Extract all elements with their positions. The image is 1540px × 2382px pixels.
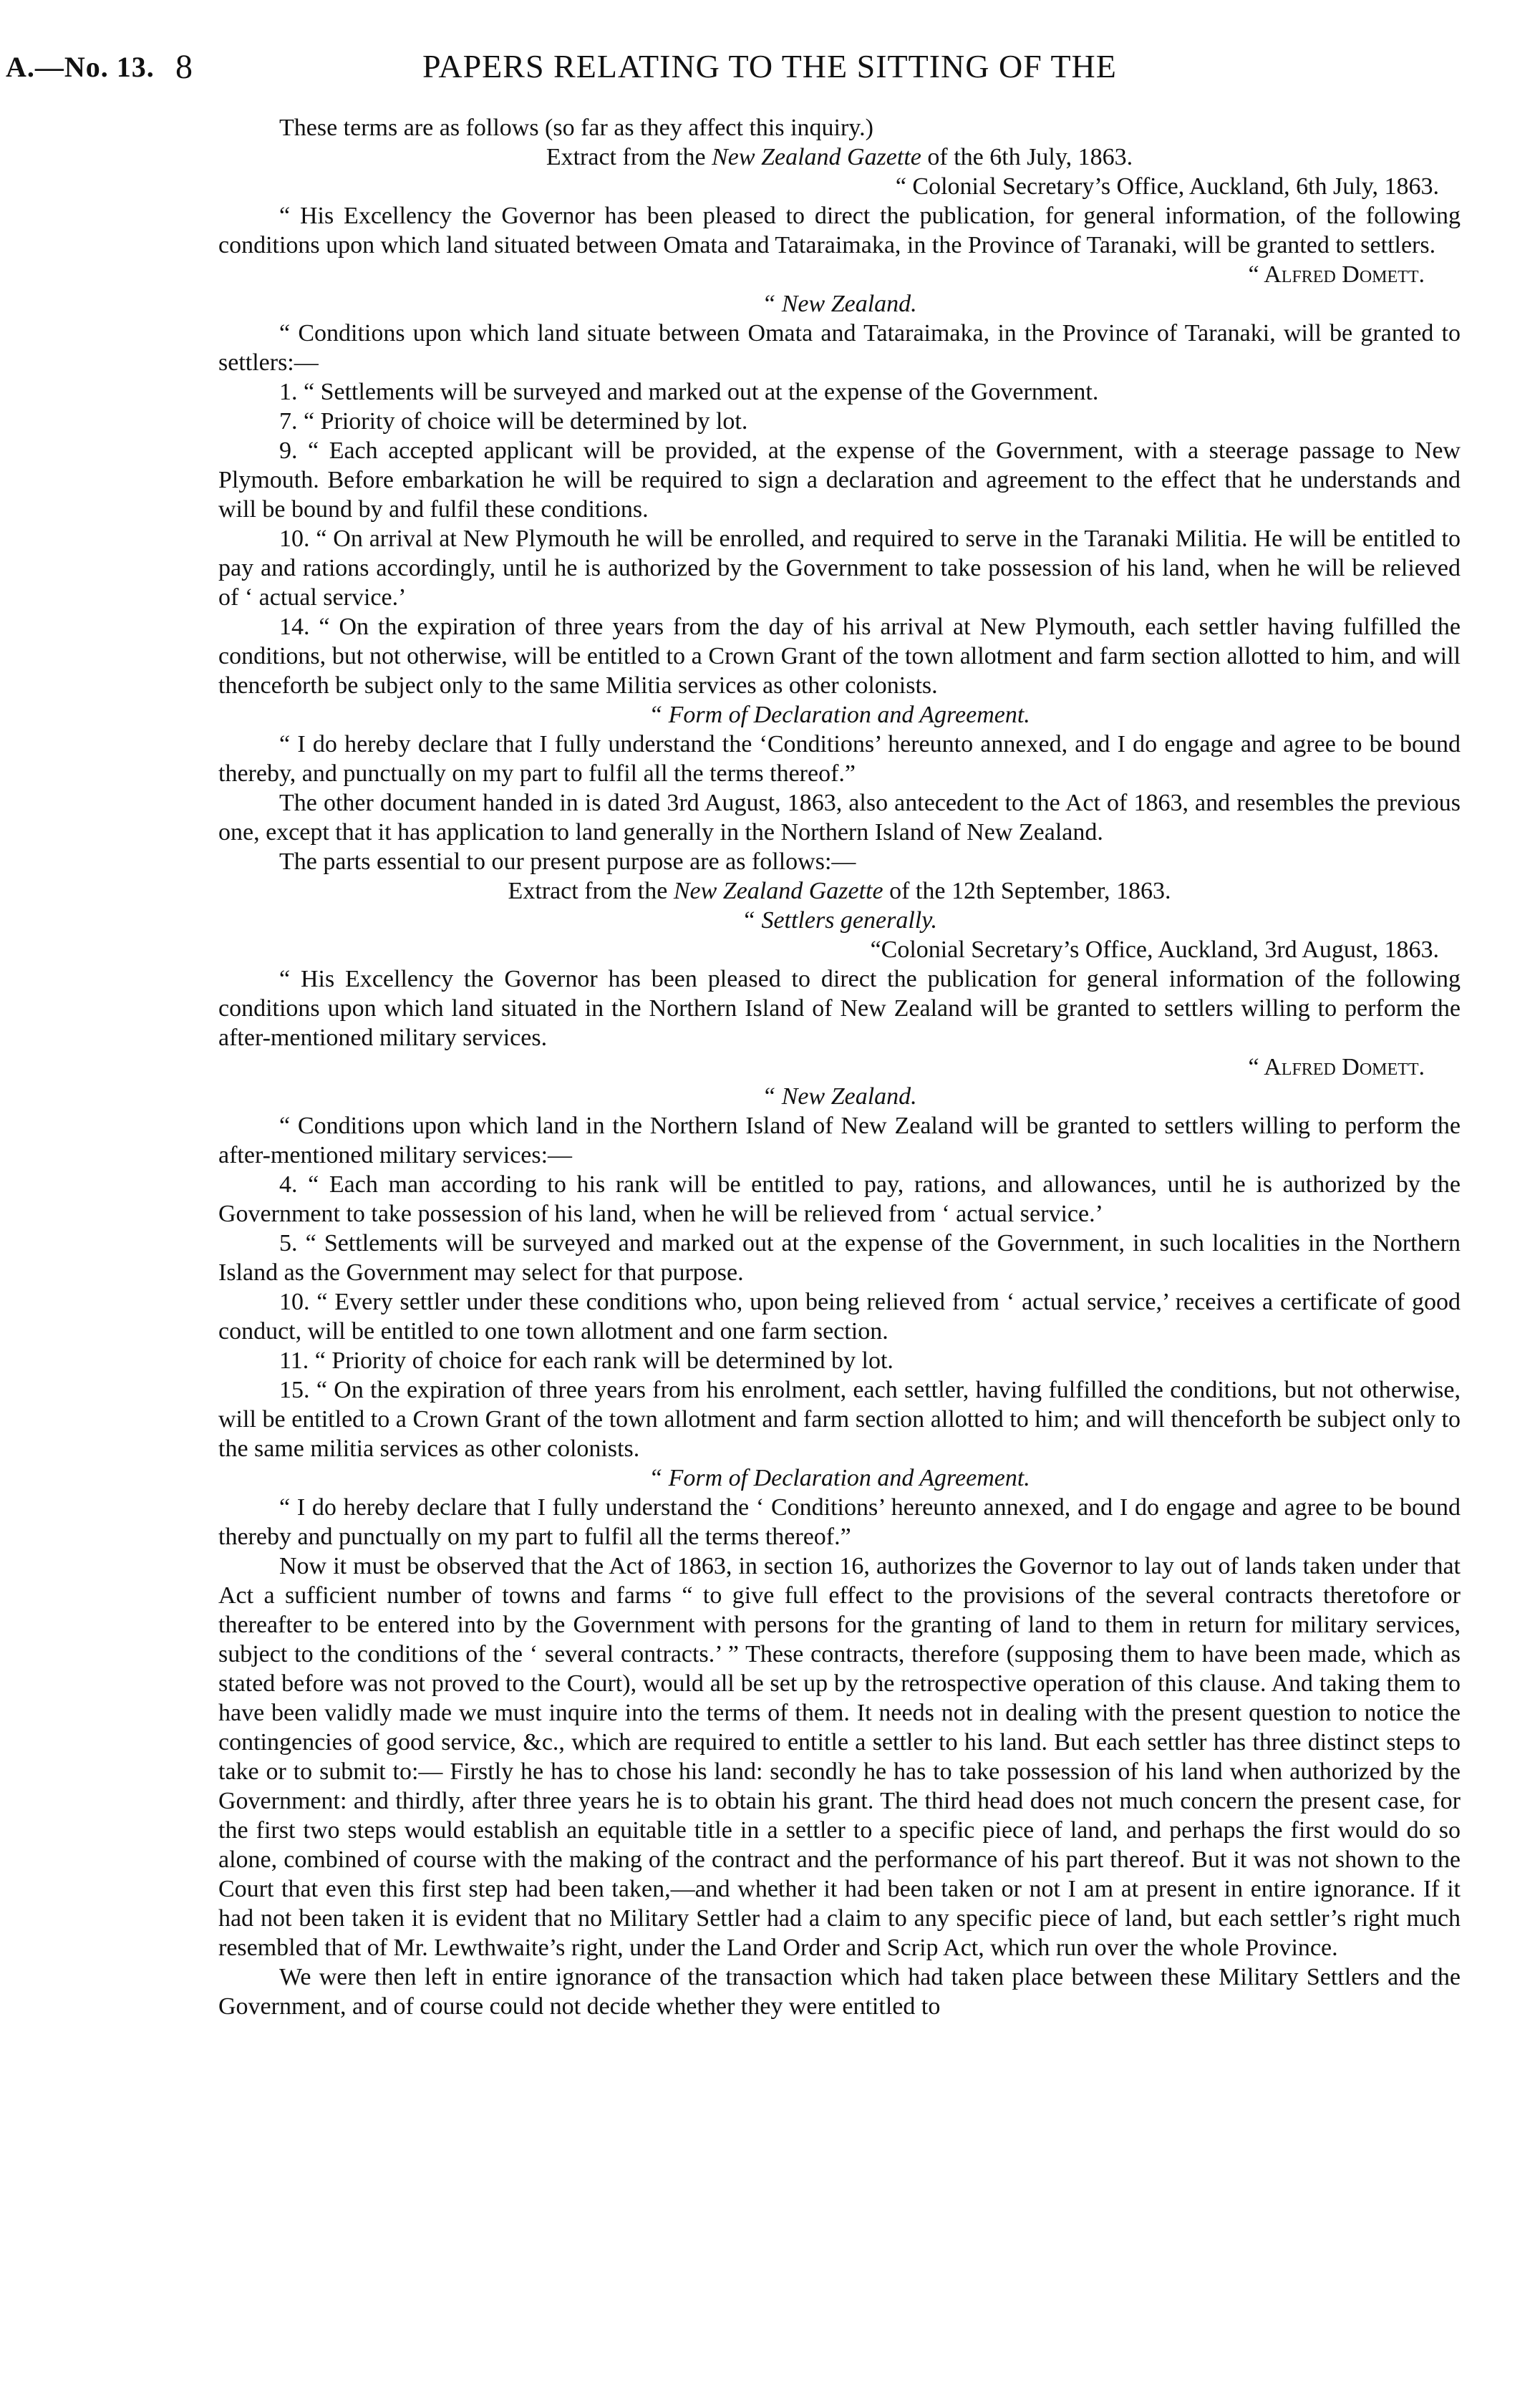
page-number: 8: [175, 48, 193, 86]
condition-15: 15. “ On the expiration of three years from his enrolment, each settler, having fulfilled the conditions, but not otherwise, will be entitled to a Crown Grant of the town allotment and farm section allotted to him; and will thenceforth be subject only to the same militia services as other colonists.: [218, 1377, 1461, 1462]
signature-2: “ Alfred Domett.: [1248, 1054, 1425, 1080]
subheading-declaration-1: “ Form of Declaration and Agreement.: [649, 702, 1030, 728]
declaration-1: “ I do hereby declare that I fully understand the ‘Conditions’ hereunto annexed, and I do engage and agree to be bound thereby, and punctually on my part to fulfil all the terms thereof.”: [218, 731, 1461, 787]
notice-paragraph-1: “ His Excellency the Governor has been pleased to direct the publication, for general information, of the following conditions upon which land situated between Omata and Tataraimaka, in the Province of Taranaki, will be granted to settlers.: [218, 203, 1461, 258]
condition-5: 5. “ Settlements will be surveyed and marked out at the expense of the Government, in such localities in the Northern Island as the Government may select for that purpose.: [218, 1230, 1461, 1286]
running-title: PAPERS RELATING TO THE SITTING OF THE: [422, 48, 1117, 84]
paragraph-essential-parts: The parts essential to our present purpose are as follows:—: [279, 848, 856, 875]
subheading-declaration-2: “ Form of Declaration and Agreement.: [649, 1465, 1030, 1491]
office-dateline-2: “Colonial Secretary’s Office, Auckland, 3rd August, 1863.: [870, 936, 1439, 963]
paragraph-act-1863: Now it must be observed that the Act of 1863, in section 16, authorizes the Governor to lay out of lands taken under that Act a sufficient number of towns and farms “ to give full effect to the provisions of the several contracts theretofore or thereafter to be entered into by the Government with persons for the granting of land to them in return for military services, subject to the conditions of the ‘ several contracts.’ ” These contracts, therefore (supposing them to have been made, which as stated before was not proved to the Court), would all be set up by the retrospective operation of this clause. And taking them to have been validly made we must inquire into the terms of them. It needs not in dealing with the present question to notice the contingencies of good service, &c., which are required to entitle a settler to his land. But each settler has three distinct steps to take or to submit to:— Firstly he has to chose his land: secondly he has to take possession of his land when authorized by the Government: and thirdly, after three years he is to obtain his grant. The third head does not much concern the present case, for the first two steps would establish an equitable title in a settler to a specific piece of land, and perhaps the first would do so alone, combined of course with the making of the contract and the performance of his part thereof. But it was not shown to the Court that even this first step had been taken,—and whether it had been taken or not I am at present in entire ignorance. If it had not been taken it is evident that no Military Settler had a claim to any specific piece of land, but each settler’s right much resembled that of Mr. Lewthwaite’s right, under the Land Order and Scrip Act, which run over the whole Province.: [218, 1553, 1461, 1961]
condition-4: 4. “ Each man according to his rank will be entitled to pay, rations, and allowances, until he is authorized by the Government to take possession of his land, when he will be relieved from ‘ actual service.’: [218, 1171, 1461, 1227]
condition-10-b: 10. “ Every settler under these conditions who, upon being relieved from ‘ actual service,’ receives a certificate of good conduct, will be entitled to one town allotment and one farm section.: [218, 1289, 1461, 1345]
subheading-settlers-generally: “ Settlers generally.: [742, 907, 937, 934]
declaration-2: “ I do hereby declare that I fully understand the ‘ Conditions’ hereunto annexed, and I do engage and agree to be bound thereby and punctually on my part to fulfil all the terms thereof.”: [218, 1494, 1461, 1550]
condition-11: 11. “ Priority of choice for each rank will be determined by lot.: [279, 1347, 894, 1374]
paragraph-other-document: The other document handed in is dated 3rd August, 1863, also antecedent to the Act of 1863, and resembles the previous one, except that it has application to land generally in the Northern Island of New Zealand.: [218, 790, 1461, 846]
condition-7: 7. “ Priority of choice will be determined by lot.: [279, 408, 748, 435]
subheading-new-zealand-2: “ New Zealand.: [762, 1083, 917, 1110]
document-reference: A.—No. 13.: [6, 51, 155, 83]
condition-1: 1. “ Settlements will be surveyed and marked out at the expense of the Government.: [279, 379, 1099, 405]
conditions-intro-2: “ Conditions upon which land in the Northern Island of New Zealand will be granted to settlers willing to perform the after-mentioned military services:—: [218, 1113, 1461, 1168]
subheading-new-zealand-1: “ New Zealand.: [762, 291, 917, 317]
signature-1: “ Alfred Domett.: [1248, 261, 1425, 288]
conditions-intro-1: “ Conditions upon which land situate between Omata and Tataraimaka, in the Province of Taranaki, will be granted to settlers:—: [218, 320, 1461, 376]
paragraph-military-settlers: We were then left in entire ignorance of the transaction which had taken place between these Military Settlers and the Government, and of course could not decide whether they were entitled to: [218, 1964, 1461, 2020]
document-body: [218, 113, 1461, 2021]
gazette-extract-heading-1: Extract from the New Zealand Gazette of the 6th July, 1863.: [546, 144, 1133, 170]
page-header: [0, 47, 1540, 97]
intro-paragraph: These terms are as follows (so far as they affect this inquiry.): [279, 115, 873, 141]
notice-paragraph-2: “ His Excellency the Governor has been pleased to direct the publication for general information of the following conditions upon which land situated in the Northern Island of New Zealand will be granted to settlers willing to perform the after-mentioned military services.: [218, 966, 1461, 1051]
gazette-extract-heading-2: Extract from the New Zealand Gazette of the 12th September, 1863.: [508, 878, 1171, 904]
condition-10: 10. “ On arrival at New Plymouth he will be enrolled, and required to serve in the Taranaki Militia. He will be entitled to pay and rations accordingly, until he is authorized by the Government to take possession of his land, when he will be relieved of ‘ actual service.’: [218, 526, 1461, 611]
office-dateline-1: “ Colonial Secretary’s Office, Auckland, 6th July, 1863.: [895, 173, 1439, 200]
condition-9: 9. “ Each accepted applicant will be provided, at the expense of the Government, with a steerage passage to New Plymouth. Before embarkation he will be required to sign a declaration and agreement to the effect that he understands and will be bound by and fulfil these conditions.: [218, 437, 1461, 523]
condition-14: 14. “ On the expiration of three years from the day of his arrival at New Plymouth, each settler having fulfilled the conditions, but not otherwise, will be entitled to a Crown Grant of the town allotment and farm section allotted to him, and will thenceforth be subject only to the same Militia services as other colonists.: [218, 614, 1461, 699]
